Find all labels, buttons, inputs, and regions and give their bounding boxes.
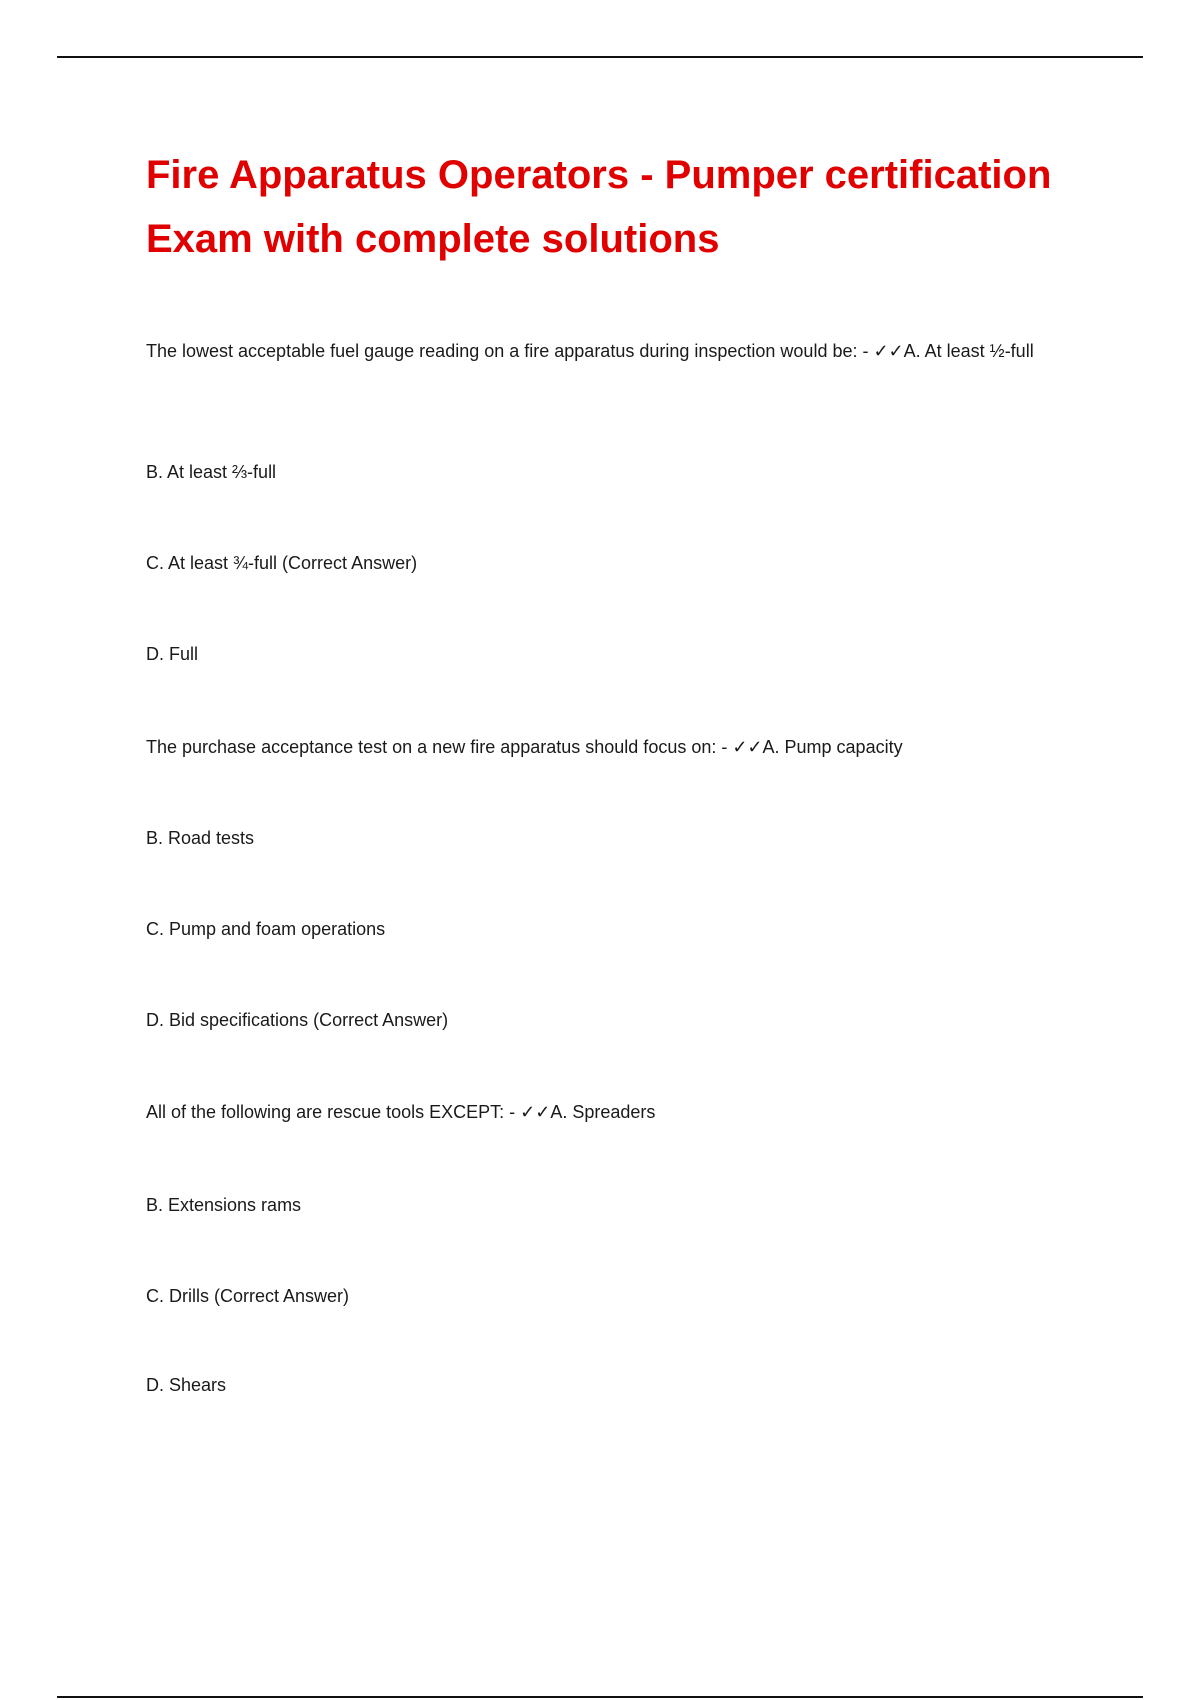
question-1-option-b: B. At least ⅔-full	[146, 462, 277, 482]
question-2-option-b: B. Road tests	[146, 828, 255, 848]
header-rule	[57, 56, 1143, 58]
question-1-stem: The lowest acceptable fuel gauge reading on a fire apparatus during inspection would be: - ✓✓A. At least ½-full	[146, 341, 1034, 361]
question-3-stem: All of the following are rescue tools EXCEPT: - ✓✓A. Spreaders	[146, 1102, 656, 1122]
question-1-option-c: C. At least ¾-full (Correct Answer)	[146, 553, 418, 573]
question-1-option-d: D. Full	[146, 644, 199, 664]
question-2-option-d: D. Bid specifications (Correct Answer)	[146, 1010, 449, 1030]
question-2-option-c: C. Pump and foam operations	[146, 919, 386, 939]
question-2-stem: The purchase acceptance test on a new fire apparatus should focus on: - ✓✓A. Pump capacity	[146, 737, 903, 757]
footer-rule	[57, 1696, 1143, 1698]
question-3-option-d: D. Shears	[146, 1375, 227, 1395]
question-3-option-c: C. Drills (Correct Answer)	[146, 1286, 350, 1306]
question-3-option-b: B. Extensions rams	[146, 1195, 302, 1215]
document-title: Fire Apparatus Operators - Pumper certification Exam with complete solutions	[146, 153, 1052, 261]
